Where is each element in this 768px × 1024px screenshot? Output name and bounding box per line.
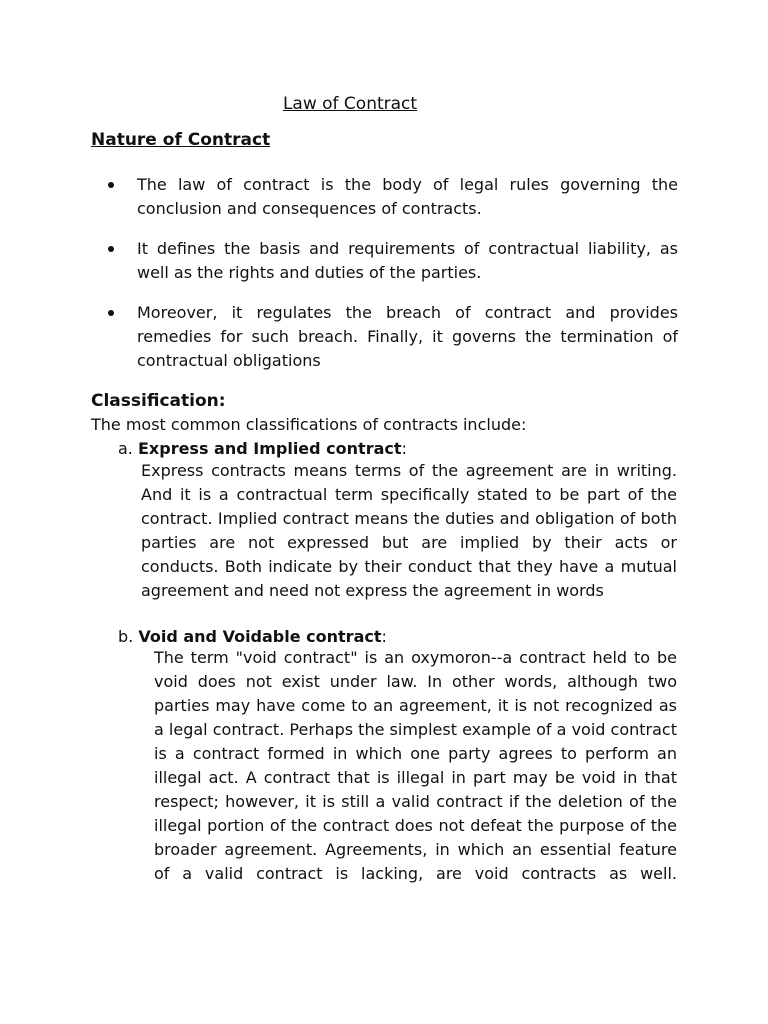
bullet-dot-icon (108, 182, 114, 188)
item-b-body: The term "void contract" is an oxymoron--a contract held to be void does not exist under law. In other words, although two parties may have come to an agreement, it is not recognized as a legal contract. Perhaps the simplest example of a void contract is a contract formed in which one party agrees to perform an illegal act. A contract that is illegal in part may be void in that respect; however, it is still a valid contract if the deletion of the illegal portion of the contract does not defeat the purpose of the broader agreement. Agreements, in which an essential feature of a valid contract is lacking, are void contracts as well. (154, 648, 677, 883)
item-a-body: Express contracts means terms of the agreement are in writing. And it is a contractual term specifically stated to be part of the contract. Implied contract means the duties and obligation of both parties are not expressed but are implied by their acts or conducts. Both indicate by their conduct that they have a mutual agreement and need not express the agreement in words (141, 461, 677, 600)
classification-heading: Classification: (91, 391, 226, 411)
item-b-marker: b. (118, 627, 134, 646)
nature-bullet-list (108, 173, 678, 389)
bullet-item (108, 301, 678, 373)
bullet-text: It defines the basis and requirements of contractual liability, as well as the rights and duties of the parties. (137, 239, 678, 282)
bullet-text: Moreover, it regulates the breach of contract and provides remedies for such breach. Finally, it governs the termination of contractual obligations (137, 303, 678, 370)
section-title-nature: Nature of Contract (91, 130, 271, 150)
document-title: Law of Contract (282, 94, 418, 114)
item-b-colon: : (381, 627, 387, 646)
bullet-item (108, 173, 678, 221)
item-a-marker: a. (118, 439, 133, 458)
item-b-heading: Void and Voidable contract (138, 627, 382, 646)
bullet-dot-icon (108, 310, 114, 316)
classification-intro: The most common classifications of contracts include: (91, 415, 527, 434)
bullet-dot-icon (108, 246, 114, 252)
item-a-heading: Express and Implied contract (137, 439, 402, 458)
bullet-item (108, 237, 678, 285)
item-a-heading-line (118, 437, 407, 461)
item-a-colon: : (401, 439, 407, 458)
bullet-text: The law of contract is the body of legal rules governing the conclusion and consequences of contracts. (137, 175, 678, 218)
